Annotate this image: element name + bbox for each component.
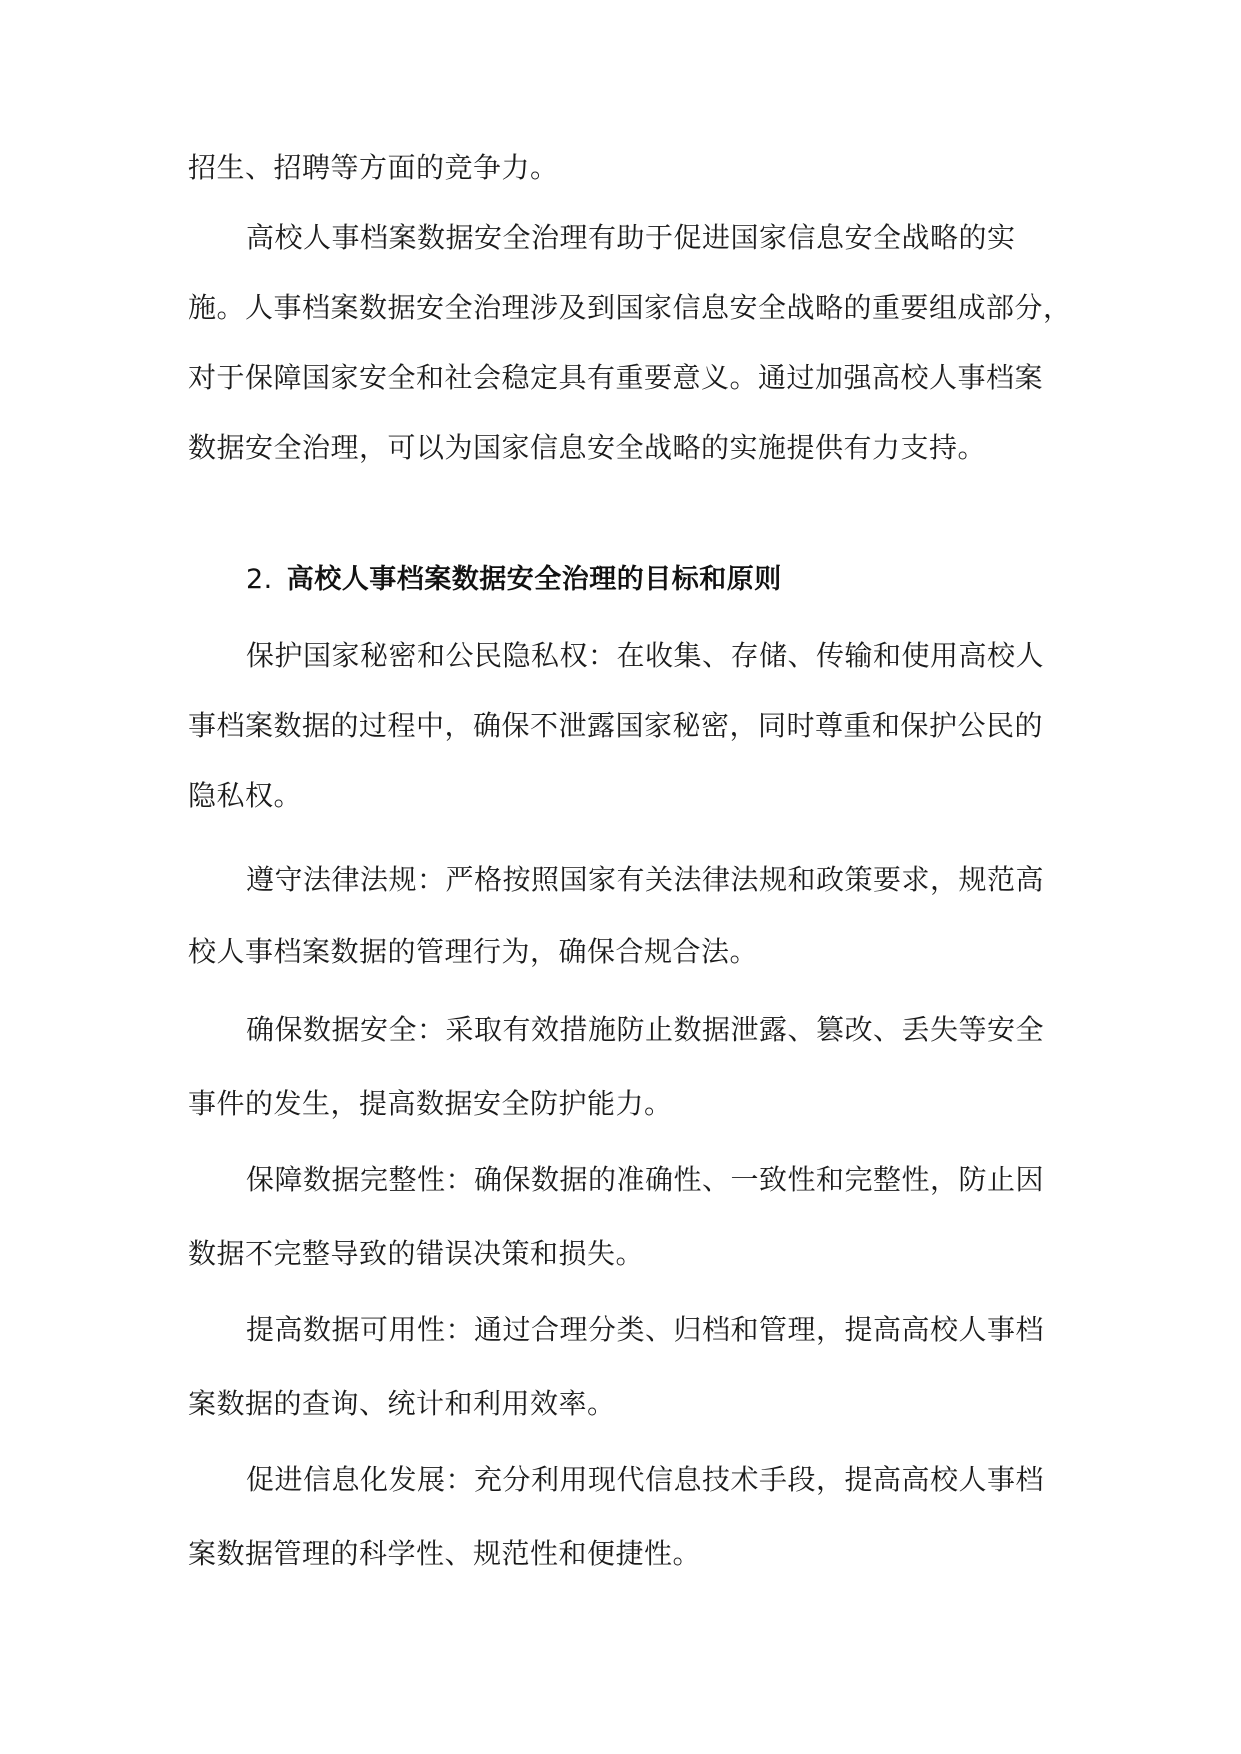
paragraph-line: 事件的发生，提高数据安全防护能力。 <box>188 1087 673 1120</box>
paragraph-line: 事档案数据的过程中，确保不泄露国家秘密，同时尊重和保护公民的 <box>188 709 1044 742</box>
paragraph-line: 隐私权。 <box>188 779 303 812</box>
section-title: 高校人事档案数据安全治理的目标和原则 <box>286 564 782 595</box>
paragraph-line: 保障数据完整性：确保数据的准确性、一致性和完整性，防止因 <box>246 1163 1045 1196</box>
paragraph-line: 施。人事档案数据安全治理涉及到国家信息安全战略的重要组成部分， <box>188 291 1072 324</box>
paragraph-line: 校人事档案数据的管理行为，确保合规合法。 <box>188 935 759 968</box>
paragraph-line: 高校人事档案数据安全治理有助于促进国家信息安全战略的实 <box>246 221 1016 254</box>
paragraph-line: 保护国家秘密和公民隐私权：在收集、存储、传输和使用高校人 <box>246 639 1045 672</box>
section-heading <box>246 560 782 600</box>
paragraph-line: 对于保障国家安全和社会稳定具有重要意义。通过加强高校人事档案 <box>188 361 1044 394</box>
paragraph-line: 数据安全治理，可以为国家信息安全战略的实施提供有力支持。 <box>188 431 987 464</box>
paragraph-line: 案数据管理的科学性、规范性和便捷性。 <box>188 1537 702 1570</box>
paragraph-line: 遵守法律法规：严格按照国家有关法律法规和政策要求，规范高 <box>246 863 1045 896</box>
paragraph-line: 案数据的查询、统计和利用效率。 <box>188 1387 616 1420</box>
paragraph-line: 提高数据可用性：通过合理分类、归档和管理，提高高校人事档 <box>246 1313 1045 1346</box>
paragraph-line: 数据不完整导致的错误决策和损失。 <box>188 1237 645 1270</box>
paragraph-line: 招生、招聘等方面的竞争力。 <box>188 151 559 184</box>
paragraph-line: 促进信息化发展：充分利用现代信息技术手段，提高高校人事档 <box>246 1463 1045 1496</box>
section-number: 2. <box>246 564 273 595</box>
paragraph-line: 确保数据安全：采取有效措施防止数据泄露、篡改、丢失等安全 <box>246 1013 1045 1046</box>
